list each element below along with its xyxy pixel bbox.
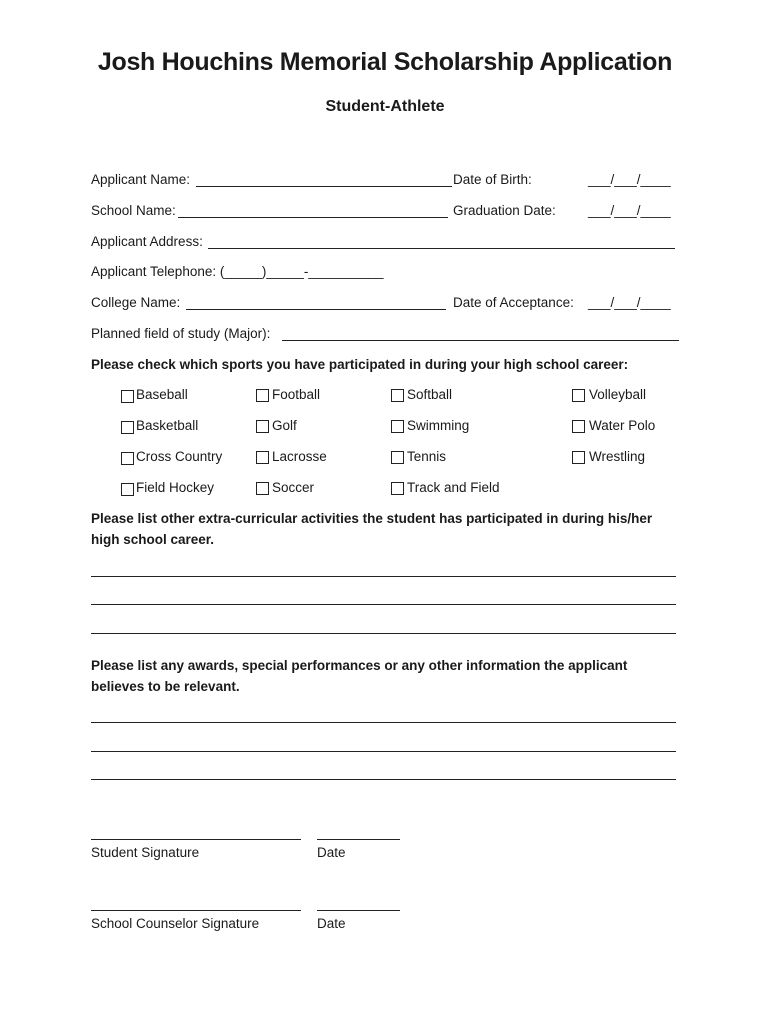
soccer-label: Soccer: [272, 480, 315, 495]
counselor-date-label: Date: [317, 916, 346, 931]
activities-line-1[interactable]: [91, 576, 676, 577]
student-signature-label: Student Signature: [91, 845, 200, 860]
cross-country-label: Cross Country: [136, 449, 223, 464]
baseball-checkbox[interactable]: [121, 390, 134, 403]
lacrosse-checkbox[interactable]: [256, 451, 269, 464]
softball-checkbox[interactable]: [391, 389, 404, 402]
graduation-date-field[interactable]: ___/___/____: [588, 203, 671, 218]
activities-prompt: Please list other extra-curricular activities the student has participated in during his/her high school career.: [91, 511, 653, 547]
activities-line-3[interactable]: [91, 633, 676, 634]
softball-label: Softball: [407, 387, 453, 402]
student-signature-line[interactable]: [91, 839, 301, 840]
counselor-signature-label: School Counselor Signature: [91, 916, 260, 931]
soccer-checkbox[interactable]: [256, 482, 269, 495]
date-of-acceptance-label: Date of Acceptance:: [453, 295, 574, 310]
field-hockey-label: Field Hockey: [136, 480, 215, 495]
date-of-birth-field[interactable]: ___/___/____: [588, 172, 671, 187]
tennis-label: Tennis: [407, 449, 447, 464]
awards-line-2[interactable]: [91, 751, 676, 752]
swimming-label: Swimming: [407, 418, 470, 433]
awards-line-1[interactable]: [91, 722, 676, 723]
planned-field-label: Planned field of study (Major):: [91, 326, 271, 341]
water-polo-label: Water Polo: [589, 418, 656, 433]
activities-line-2[interactable]: [91, 604, 676, 605]
applicant-name-label: Applicant Name:: [91, 172, 191, 187]
tennis-checkbox[interactable]: [391, 451, 404, 464]
basketball-checkbox[interactable]: [121, 421, 134, 434]
water-polo-checkbox[interactable]: [572, 420, 585, 433]
applicant-telephone-field[interactable]: Applicant Telephone: (_____)_____-__________: [91, 264, 384, 279]
cross-country-checkbox[interactable]: [121, 452, 134, 465]
school-name-field[interactable]: [178, 217, 448, 218]
page-subtitle: Student-Athlete: [325, 98, 445, 115]
applicant-address-label: Applicant Address:: [91, 234, 203, 249]
applicant-address-field[interactable]: [208, 248, 675, 249]
track-and-field-label: Track and Field: [407, 480, 500, 495]
planned-field-input[interactable]: [282, 340, 679, 341]
school-name-label: School Name:: [91, 203, 176, 218]
awards-line-3[interactable]: [91, 779, 676, 780]
wrestling-checkbox[interactable]: [572, 451, 585, 464]
track-and-field-checkbox[interactable]: [391, 482, 404, 495]
lacrosse-label: Lacrosse: [272, 449, 327, 464]
sports-prompt: Please check which sports you have participated in during your high school career:: [91, 357, 629, 372]
page-title: Josh Houchins Memorial Scholarship Application: [97, 48, 673, 76]
date-of-acceptance-field[interactable]: ___/___/____: [588, 295, 671, 310]
football-label: Football: [272, 387, 321, 402]
graduation-date-label: Graduation Date:: [453, 203, 556, 218]
counselor-date-line[interactable]: [317, 910, 400, 911]
counselor-signature-line[interactable]: [91, 910, 301, 911]
golf-checkbox[interactable]: [256, 420, 269, 433]
student-date-label: Date: [317, 845, 346, 860]
applicant-name-field[interactable]: [196, 186, 452, 187]
swimming-checkbox[interactable]: [391, 420, 404, 433]
baseball-label: Baseball: [136, 387, 188, 402]
football-checkbox[interactable]: [256, 389, 269, 402]
basketball-label: Basketball: [136, 418, 199, 433]
awards-prompt: Please list any awards, special performances or any other information the applicant believes to be relevant.: [91, 658, 628, 694]
field-hockey-checkbox[interactable]: [121, 483, 134, 496]
date-of-birth-label: Date of Birth:: [453, 172, 532, 187]
college-name-field[interactable]: [186, 309, 446, 310]
volleyball-label: Volleyball: [589, 387, 647, 402]
student-date-line[interactable]: [317, 839, 400, 840]
wrestling-label: Wrestling: [589, 449, 646, 464]
golf-label: Golf: [272, 418, 297, 433]
volleyball-checkbox[interactable]: [572, 389, 585, 402]
college-name-label: College Name:: [91, 295, 181, 310]
